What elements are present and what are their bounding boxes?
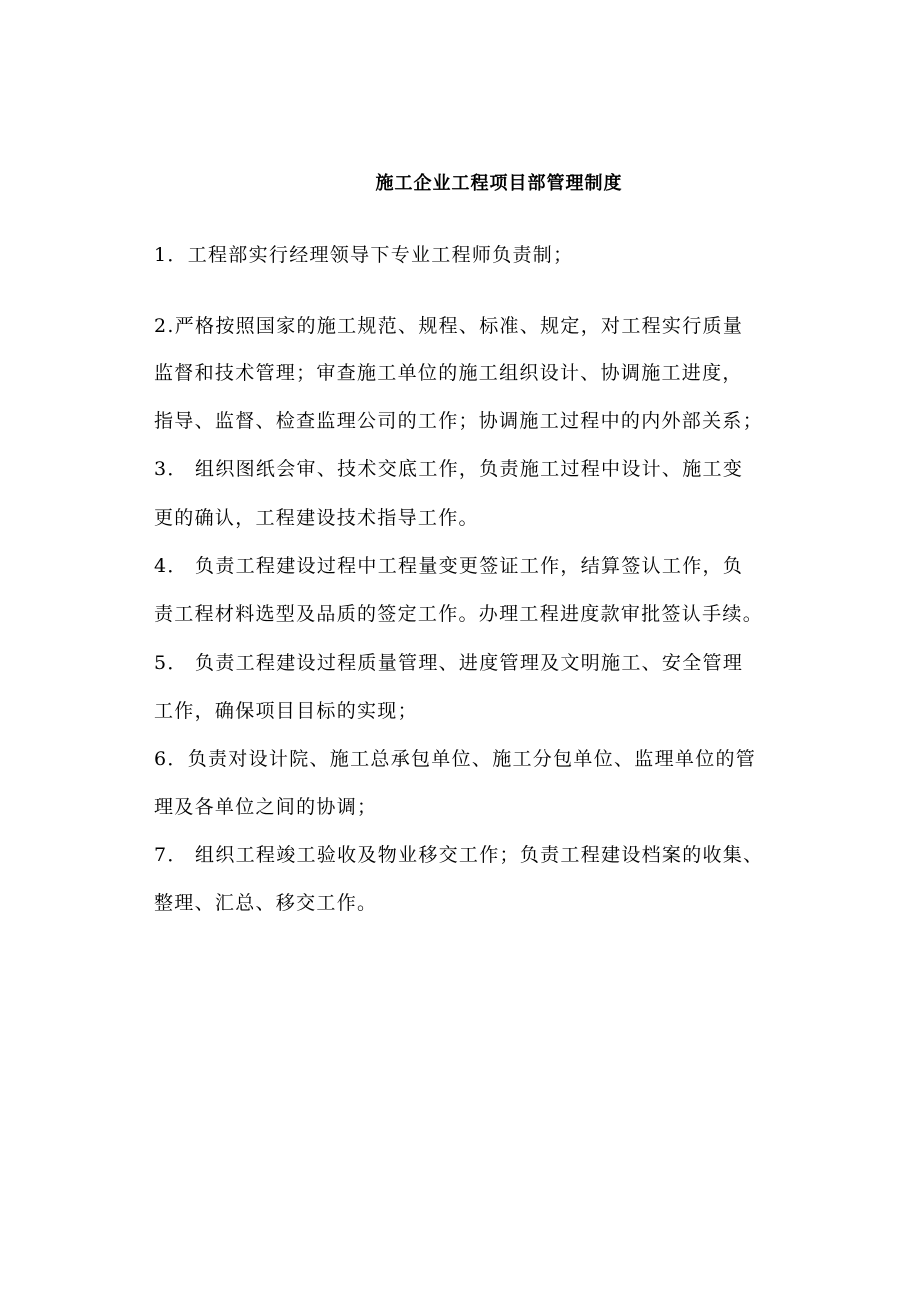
text-line: 2.严格按照国家的施工规范、规程、标准、规定，对工程实行质量	[154, 315, 744, 337]
text-line: 监督和技术管理；审查施工单位的施工组织设计、协调施工进度，	[154, 362, 743, 384]
text-line: 7． 组织工程竣工验收及物业移交工作；负责工程建设档案的收集、	[154, 844, 764, 866]
text-line: 4． 负责工程建设过程中工程量变更签证工作，结算签认工作，负	[154, 555, 744, 577]
text-line: 责工程材料选型及品质的签定工作。办理工程进度款审批签认手续。	[154, 603, 764, 625]
text-line: 3． 组织图纸会审、技术交底工作，负责施工过程中设计、施工变	[154, 458, 744, 480]
text-line: 1．工程部实行经理领导下专业工程师负责制；	[154, 244, 574, 266]
text-line: 整理、汇总、移交工作。	[154, 892, 378, 914]
text-line: 更的确认，工程建设技术指导工作。	[154, 507, 479, 529]
text-line: 理及各单位之间的协调；	[154, 796, 378, 818]
document-title: 施工企业工程项目部管理制度	[375, 173, 623, 194]
text-line: 5． 负责工程建设过程质量管理、进度管理及文明施工、安全管理	[154, 652, 744, 674]
text-line: 指导、监督、检查监理公司的工作；协调施工过程中的内外部关系；	[154, 410, 764, 432]
text-line: 工作，确保项目目标的实现；	[154, 700, 418, 722]
text-line: 6．负责对设计院、施工总承包单位、施工分包单位、监理单位的管	[154, 748, 757, 770]
